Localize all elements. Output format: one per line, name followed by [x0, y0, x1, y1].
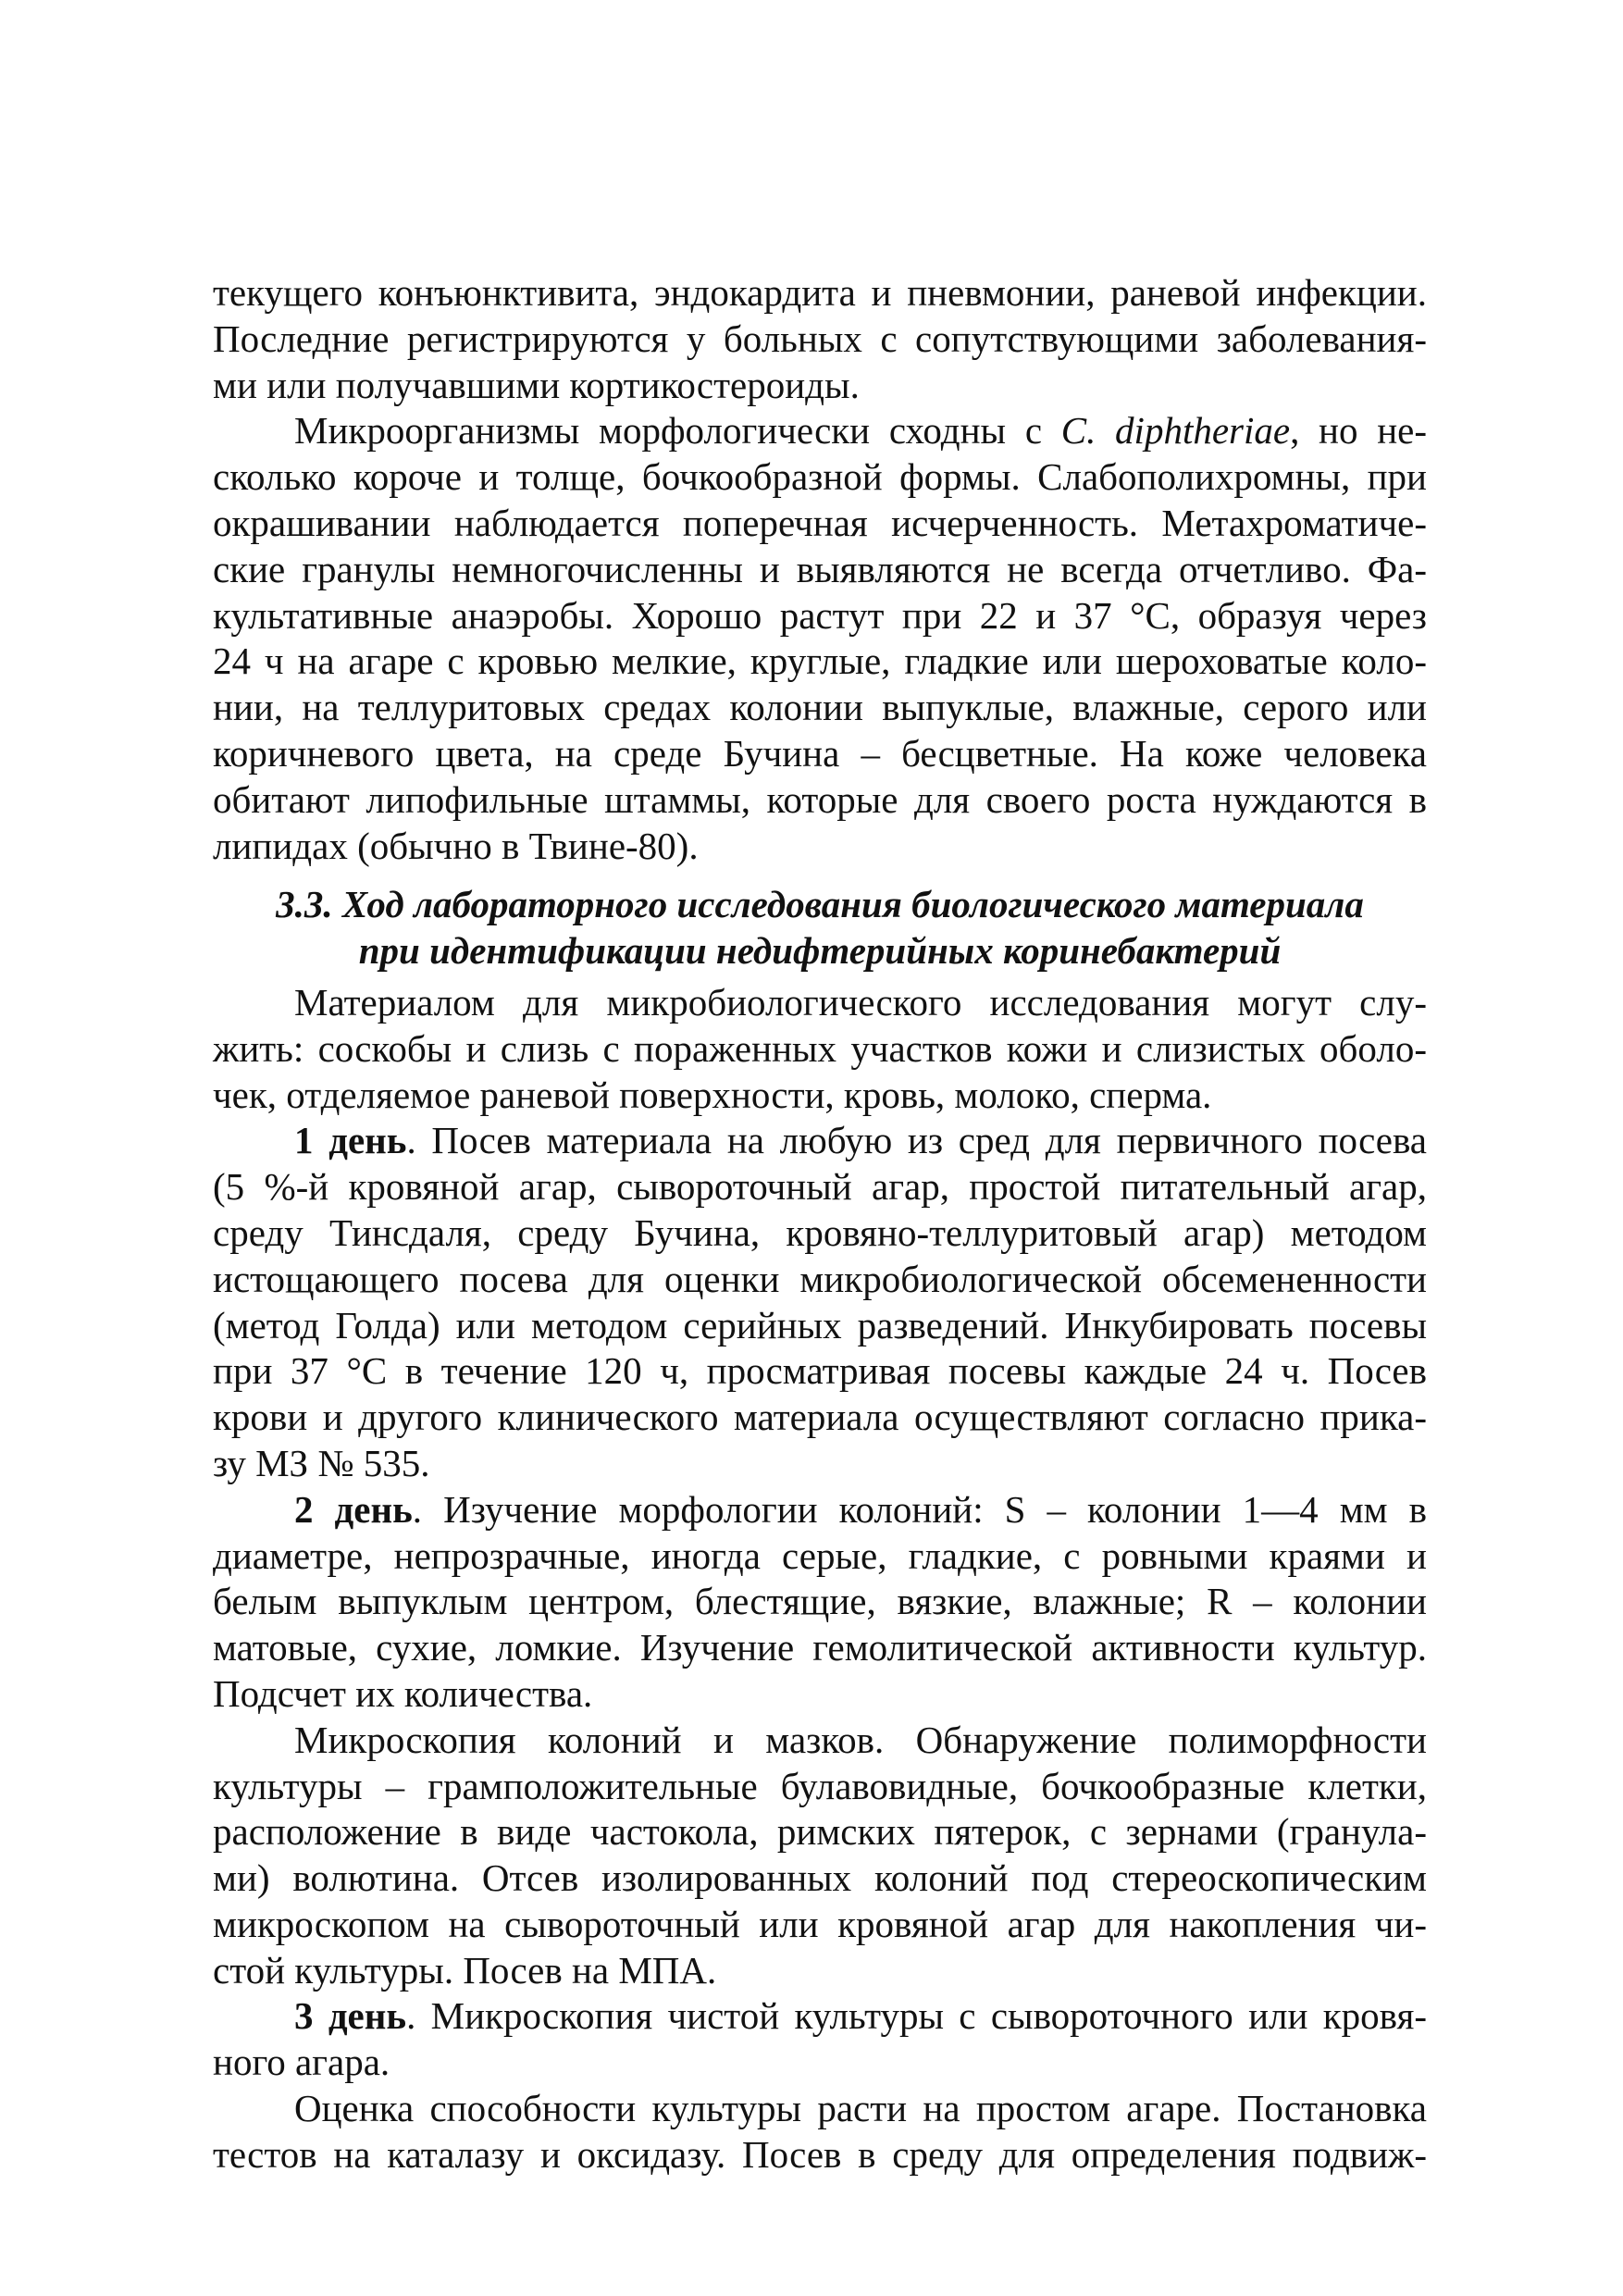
- text-line: Последние регистрируются у больных с сопутствующими заболевания-: [213, 316, 1427, 360]
- paragraph-day-1: [213, 1118, 1427, 1486]
- text-segment: . Посев материала на любую из сред для первичного посева: [406, 1119, 1427, 1162]
- text-line: микроскопом на сывороточный или кровяной агар для накопления чи-: [213, 1902, 1427, 1945]
- text-segment: . Изучение морфологии колоний: S – колонии 1—4 мм в: [412, 1487, 1428, 1531]
- text-line: жить: соскобы и слизь с пораженных участков кожи и слизистых оболо-: [213, 1026, 1427, 1070]
- text-line: среду Тинсдаля, среду Бучина, кровяно-теллуритовый агар) методом: [213, 1210, 1427, 1254]
- text-line: ские гранулы немногочисленны и выявляются не всегда отчетливо. Фа-: [213, 547, 1427, 590]
- paragraph-day-2: [213, 1487, 1427, 1718]
- text-line: культативные анаэробы. Хорошо растут при 22 и 37 °С, образуя через: [213, 593, 1427, 637]
- day-label: 2 день: [294, 1487, 413, 1531]
- text-line: [213, 1118, 1427, 1164]
- paragraph-2: [213, 408, 1427, 869]
- text-line: культуры – грамположительные булавовидные, бочкообразные клетки,: [213, 1764, 1427, 1807]
- text-line: (метод Голда) или методом серийных разведений. Инкубировать посевы: [213, 1303, 1427, 1347]
- text-line: Микроскопия колоний и мазков. Обнаружение полиморфности: [294, 1718, 1427, 1761]
- text-line: нии, на теллуритовых средах колонии выпуклые, влажные, серого или: [213, 686, 1427, 729]
- text-line: тестов на каталазу и оксидазу. Посев в среду для определения подвиж-: [213, 2132, 1427, 2176]
- text-line: обитают липофильные штаммы, которые для своего роста нуждаются в: [213, 777, 1427, 821]
- text-line: крови и другого клинического материала осуществляют согласно прика-: [213, 1396, 1427, 1439]
- text-line: Материалом для микробиологического исследования могут слу-: [294, 980, 1427, 1024]
- text-segment: . Микроскопия чистой культуры с сывороточного или кровя-: [406, 1994, 1427, 2038]
- text-line: коричневого цвета, на среде Бучина – бесцветные. На коже человека: [213, 731, 1427, 775]
- paragraph-8: [213, 2086, 1427, 2178]
- text-line: расположение в виде частокола, римских пятерок, с зернами (гранула-: [213, 1810, 1427, 1854]
- species-name: C. diphtheriae: [1060, 409, 1291, 453]
- section-heading: [213, 882, 1427, 974]
- text-segment: , но не-: [1290, 409, 1427, 453]
- document-page: [213, 270, 1427, 2178]
- text-line: [213, 1487, 1427, 1533]
- text-line: липидах (обычно в Твине-80).: [213, 824, 699, 867]
- text-line: сколько короче и толще, бочкообразной формы. Слабополихромны, при: [213, 455, 1427, 499]
- text-line: истощающего посева для оценки микробиологической обсемененности: [213, 1257, 1427, 1300]
- text-line: чек, отделяемое раневой поверхности, кровь, молоко, сперма.: [213, 1073, 1212, 1116]
- text-line: [213, 1993, 1427, 2040]
- section-heading-line: при идентификации недифтерийных коринебактерий: [358, 929, 1282, 973]
- day-label: 1 день: [294, 1119, 407, 1162]
- text-line: окрашивании наблюдается поперечная исчерченность. Метахроматиче-: [213, 501, 1427, 544]
- text-line: Оценка способности культуры расти на простом агаре. Постановка: [294, 2087, 1427, 2130]
- text-line: ми или получавшими кортикостероиды.: [213, 363, 860, 406]
- text-line: белым выпуклым центром, блестящие, вязкие, влажные; R – колонии: [213, 1580, 1427, 1623]
- text-line: текущего конъюнктивита, эндокардита и пневмонии, раневой инфекции.: [213, 271, 1427, 314]
- text-line: при 37 °С в течение 120 ч, просматривая посевы каждые 24 ч. Посев: [213, 1349, 1427, 1393]
- text-line: диаметре, непрозрачные, иногда серые, гладкие, с ровными краями и: [213, 1533, 1427, 1577]
- text-line: матовые, сухие, ломкие. Изучение гемолитической активности культур.: [213, 1626, 1427, 1669]
- text-line: ного агара.: [213, 2041, 390, 2084]
- text-line: стой культуры. Посев на МПА.: [213, 1948, 717, 1992]
- text-line: Подсчет их количества.: [213, 1671, 593, 1715]
- paragraph-1: [213, 270, 1427, 408]
- day-label: 3 день: [294, 1994, 407, 2038]
- paragraph-3: [213, 980, 1427, 1118]
- text-line: зу МЗ № 535.: [213, 1441, 430, 1484]
- paragraph-day-3: [213, 1993, 1427, 2086]
- paragraph-microscopy: [213, 1718, 1427, 1994]
- text-line: 24 ч на агаре с кровью мелкие, круглые, гладкие или шероховатые коло-: [213, 639, 1427, 683]
- text-segment: Микроорганизмы морфологически сходны с: [294, 409, 1061, 453]
- text-line: (5 %-й кровяной агар, сывороточный агар, простой питательный агар,: [213, 1165, 1427, 1209]
- text-line: ми) волютина. Отсев изолированных колоний под стереоскопическим: [213, 1856, 1427, 1900]
- section-heading-line: 3.3. Ход лабораторного исследования биологического материала: [276, 883, 1364, 926]
- text-line: [213, 408, 1427, 454]
